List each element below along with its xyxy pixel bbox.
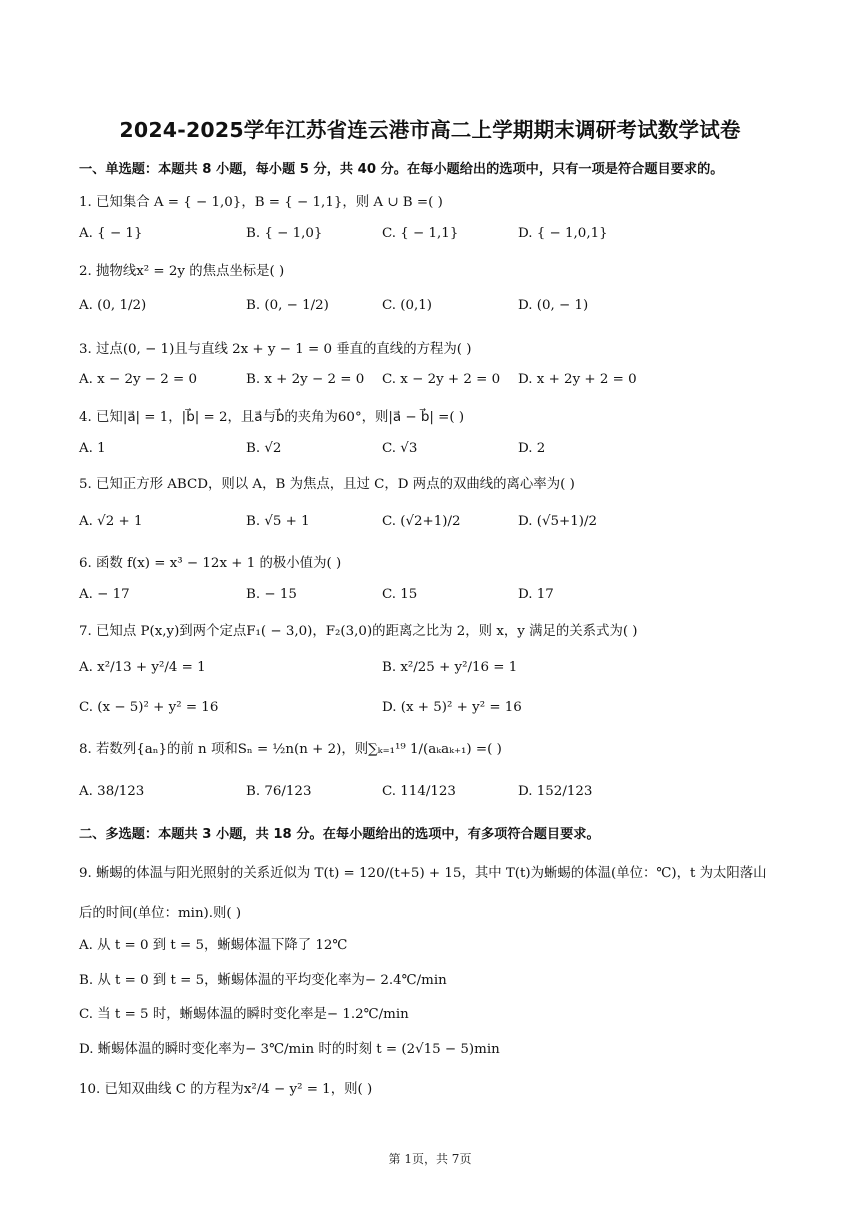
question-9-option-b: B. 从 t = 0 到 t = 5，蜥蜴体温的平均变化率为− 2.4℃/min [79,973,447,988]
question-1-option-d: D. { − 1,0,1} [518,226,608,241]
question-3-option-d: D. x + 2y + 2 = 0 [518,372,637,387]
question-4-stem: 4. 已知|a⃗| = 1，|b⃗| = 2，且a⃗与b⃗的夹角为60°，则|a⃗ − b⃗| =( ) [79,410,465,425]
question-7-option-a: A. x²/13 + y²/4 = 1 [79,660,206,675]
question-10-stem: 10. 已知双曲线 C 的方程为x²/4 − y² = 1，则( ) [79,1082,373,1097]
question-9-stem-continued: 后的时间(单位：min).则( ) [79,906,242,921]
question-7-option-c: C. (x − 5)² + y² = 16 [79,700,219,715]
page-title: 2024-2025学年江苏省连云港市高二上学期期末调研考试数学试卷 [119,118,741,142]
question-6-option-a: A. − 17 [79,587,130,602]
question-5-option-a: A. √2 + 1 [79,514,143,529]
question-5-stem: 5. 已知正方形 ABCD，则以 A，B 为焦点，且过 C，D 两点的双曲线的离心率为( ) [79,477,575,492]
question-6-option-c: C. 15 [382,587,418,602]
question-8-option-c: C. 114/123 [382,784,456,799]
question-1-option-b: B. { − 1,0} [246,226,323,241]
question-4-option-a: A. 1 [79,441,106,456]
question-5-option-d: D. (√5+1)/2 [518,514,598,529]
question-8-option-b: B. 76/123 [246,784,312,799]
question-9-option-d: D. 蜥蜴体温的瞬时变化率为− 3℃/min 时的时刻 t = (2√15 − 5)min [79,1042,500,1057]
question-7-stem: 7. 已知点 P(x,y)到两个定点F₁( − 3,0)，F₂(3,0)的距离之比为 2，则 x，y 满足的关系式为( ) [79,624,638,639]
question-2-option-c: C. (0,1) [382,298,433,313]
question-2-option-b: B. (0, − 1/2) [246,298,329,313]
question-1-stem: 1. 已知集合 A = { − 1,0}，B = { − 1,1}，则 A ∪ B =( ) [79,195,443,210]
question-6-stem: 6. 函数 f(x) = x³ − 12x + 1 的极小值为( ) [79,556,342,571]
question-4-option-c: C. √3 [382,441,418,456]
question-3-option-a: A. x − 2y − 2 = 0 [79,372,198,387]
question-6-option-b: B. − 15 [246,587,297,602]
question-3-option-c: C. x − 2y + 2 = 0 [382,372,501,387]
question-8-option-a: A. 38/123 [79,784,145,799]
question-9-stem: 9. 蜥蜴的体温与阳光照射的关系近似为 T(t) = 120/(t+5) + 15，其中 T(t)为蜥蜴的体温(单位：℃)，t 为太阳落山 [79,866,767,881]
question-5-option-c: C. (√2+1)/2 [382,514,461,529]
question-9-option-c: C. 当 t = 5 时，蜥蜴体温的瞬时变化率是− 1.2℃/min [79,1007,409,1022]
question-3-option-b: B. x + 2y − 2 = 0 [246,372,365,387]
question-2-stem: 2. 抛物线x² = 2y 的焦点坐标是( ) [79,264,285,279]
question-9-option-a: A. 从 t = 0 到 t = 5，蜥蜴体温下降了 12℃ [79,938,348,953]
question-8-option-d: D. 152/123 [518,784,593,799]
question-2-option-d: D. (0, − 1) [518,298,589,313]
section-heading-multiple-choice: 二、多选题：本题共 3 小题，共 18 分。在每小题给出的选项中，有多项符合题目要求。 [79,827,600,842]
question-3-stem: 3. 过点(0, − 1)且与直线 2x + y − 1 = 0 垂直的直线的方程为( ) [79,342,472,357]
question-8-stem: 8. 若数列{aₙ}的前 n 项和Sₙ = ½n(n + 2)，则∑ₖ₌₁¹⁹ 1/(aₖaₖ₊₁) =( ) [79,742,502,757]
question-2-option-a: A. (0, 1/2) [79,298,147,313]
section-heading-single-choice: 一、单选题：本题共 8 小题，每小题 5 分，共 40 分。在每小题给出的选项中，只有一项是符合题目要求的。 [79,162,724,177]
question-7-option-b: B. x²/25 + y²/16 = 1 [382,660,518,675]
question-1-option-c: C. { − 1,1} [382,226,459,241]
page-footer: 第 1页，共 7页 [388,1152,472,1166]
question-6-option-d: D. 17 [518,587,554,602]
question-4-option-d: D. 2 [518,441,546,456]
question-5-option-b: B. √5 + 1 [246,514,310,529]
question-4-option-b: B. √2 [246,441,282,456]
question-1-option-a: A. { − 1} [79,226,143,241]
question-7-option-d: D. (x + 5)² + y² = 16 [382,700,522,715]
